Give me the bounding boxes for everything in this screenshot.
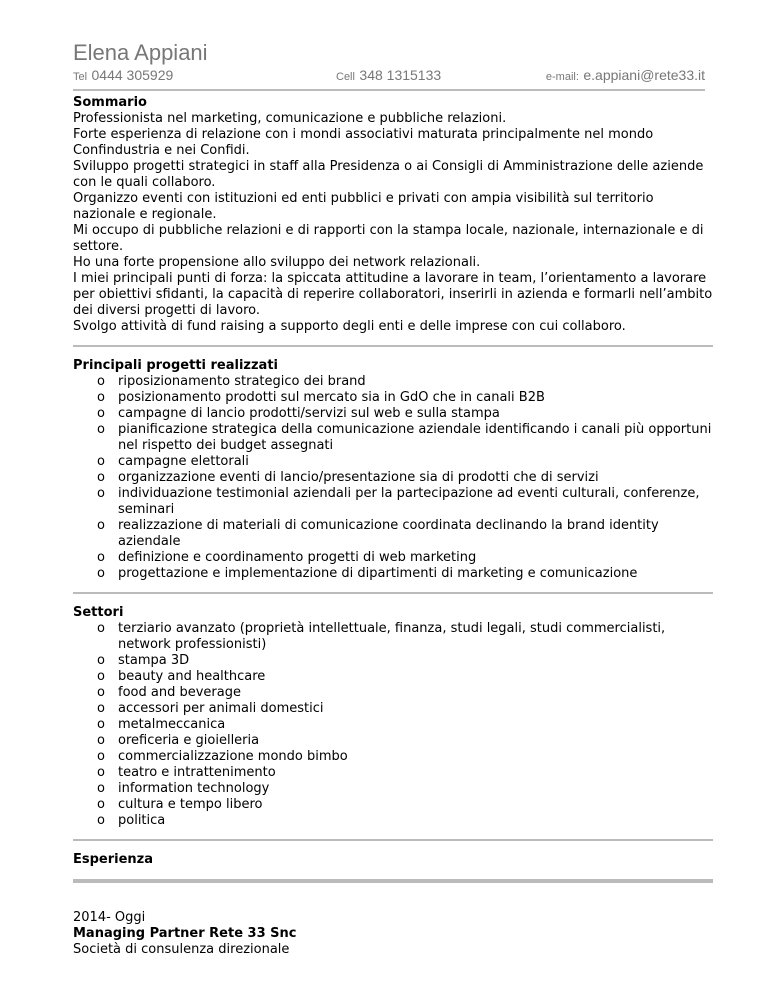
sommario-paragraph: Professionista nel marketing, comunicazione e pubbliche relazioni. — [73, 111, 507, 126]
cv-body — [73, 95, 713, 979]
esperienza-heading: Esperienza — [73, 852, 713, 881]
list-item: o individuazione testimonial aziendali per la partecipazione ad eventi culturali, conferenze, seminari — [73, 486, 713, 518]
list-item: o terziario avanzato (proprietà intellettuale, finanza, studi legali, studi commercialisti, network professionisti) — [73, 621, 713, 653]
sommario-paragraph: Forte esperienza di relazione con i mondi associativi maturata principalmente nel mondo Confindustria e nei Confidi. — [73, 127, 654, 158]
cell-label: Cell — [336, 71, 355, 83]
list-item: o organizzazione eventi di lancio/presentazione sia di prodotti che di servizi — [73, 470, 713, 486]
progetti-list — [73, 374, 713, 582]
list-item: o food and beverage — [73, 685, 713, 701]
sommario-paragraph: I miei principali punti di forza: la spiccata attitudine a lavorare in team, l’orientamento a lavorare per obiettivi sfidanti, la capacità di reperire collaboratori, inserirli in azienda e formarli nell’ambito dei diversi progetti di lavoro. — [73, 271, 713, 318]
cell-contact — [336, 66, 441, 86]
section-sommario — [73, 95, 713, 347]
progetti-heading: Principali progetti realizzati — [73, 358, 278, 373]
section-settori — [73, 605, 713, 841]
esperienza-entry — [73, 894, 713, 968]
email-label: e-mail: — [545, 71, 579, 83]
email-contact — [546, 66, 705, 86]
list-item: o politica — [73, 813, 713, 829]
phone-value: 0444 305929 — [91, 67, 174, 83]
list-item: o realizzazione di materiali di comunicazione coordinata declinando la brand identity aziendale — [73, 518, 713, 550]
contact-bar — [73, 66, 705, 84]
section-progetti — [73, 358, 713, 594]
list-item: o campagne di lancio prodotti/servizi sul web e sulla stampa — [73, 406, 713, 422]
sommario-paragraph: Ho una forte propensione allo sviluppo dei network relazionali. — [73, 255, 481, 270]
candidate-name: Elena Appiani — [73, 40, 208, 65]
sommario-paragraph: Sviluppo progetti strategici in staff alla Presidenza o ai Consigli di Amministrazione delle aziende con le quali collaboro. — [73, 159, 704, 190]
cell-value: 348 1315133 — [359, 67, 442, 83]
list-item: o metalmeccanica — [73, 717, 713, 733]
list-item: o stampa 3D — [73, 653, 713, 669]
sommario-paragraph: Svolgo attività di fund raising a supporto degli enti e delle imprese con cui collaboro. — [73, 319, 626, 334]
sommario-heading: Sommario — [73, 95, 147, 110]
experience-description: Società di consulenza direzionale — [73, 942, 290, 957]
list-item: o commercializzazione mondo bimbo — [73, 749, 713, 765]
list-item: o campagne elettorali — [73, 454, 713, 470]
list-item: o riposizionamento strategico dei brand — [73, 374, 713, 390]
header-divider — [73, 89, 705, 91]
list-item: o beauty and healthcare — [73, 669, 713, 685]
list-item: o cultura e tempo libero — [73, 797, 713, 813]
list-item: o definizione e coordinamento progetti di web marketing — [73, 550, 713, 566]
list-item: o progettazione e implementazione di dipartimenti di marketing e comunicazione — [73, 566, 713, 582]
email-value: e.appiani@rete33.it — [583, 67, 705, 83]
list-item: o posizionamento prodotti sul mercato sia in GdO che in canali B2B — [73, 390, 713, 406]
settori-list — [73, 621, 713, 829]
section-esperienza — [73, 852, 713, 883]
sommario-paragraph: Mi occupo di pubbliche relazioni e di rapporti con la stampa locale, nazionale, internazionale e di settore. — [73, 223, 704, 254]
experience-period: 2014- Oggi — [73, 910, 146, 925]
settori-heading: Settori — [73, 605, 124, 620]
list-item: o oreficeria e gioielleria — [73, 733, 713, 749]
experience-role: Managing Partner Rete 33 Snc — [73, 926, 297, 941]
phone-contact — [73, 66, 173, 86]
list-item: o information technology — [73, 781, 713, 797]
list-item: o teatro e intrattenimento — [73, 765, 713, 781]
sommario-paragraph: Organizzo eventi con istituzioni ed enti pubblici e privati con ampia visibilità sul territorio nazionale e regionale. — [73, 191, 654, 222]
phone-label: Tel — [73, 71, 88, 83]
list-item: o accessori per animali domestici — [73, 701, 713, 717]
list-item: o pianificazione strategica della comunicazione aziendale identificando i canali più opportuni nel rispetto dei budget assegnati — [73, 422, 713, 454]
